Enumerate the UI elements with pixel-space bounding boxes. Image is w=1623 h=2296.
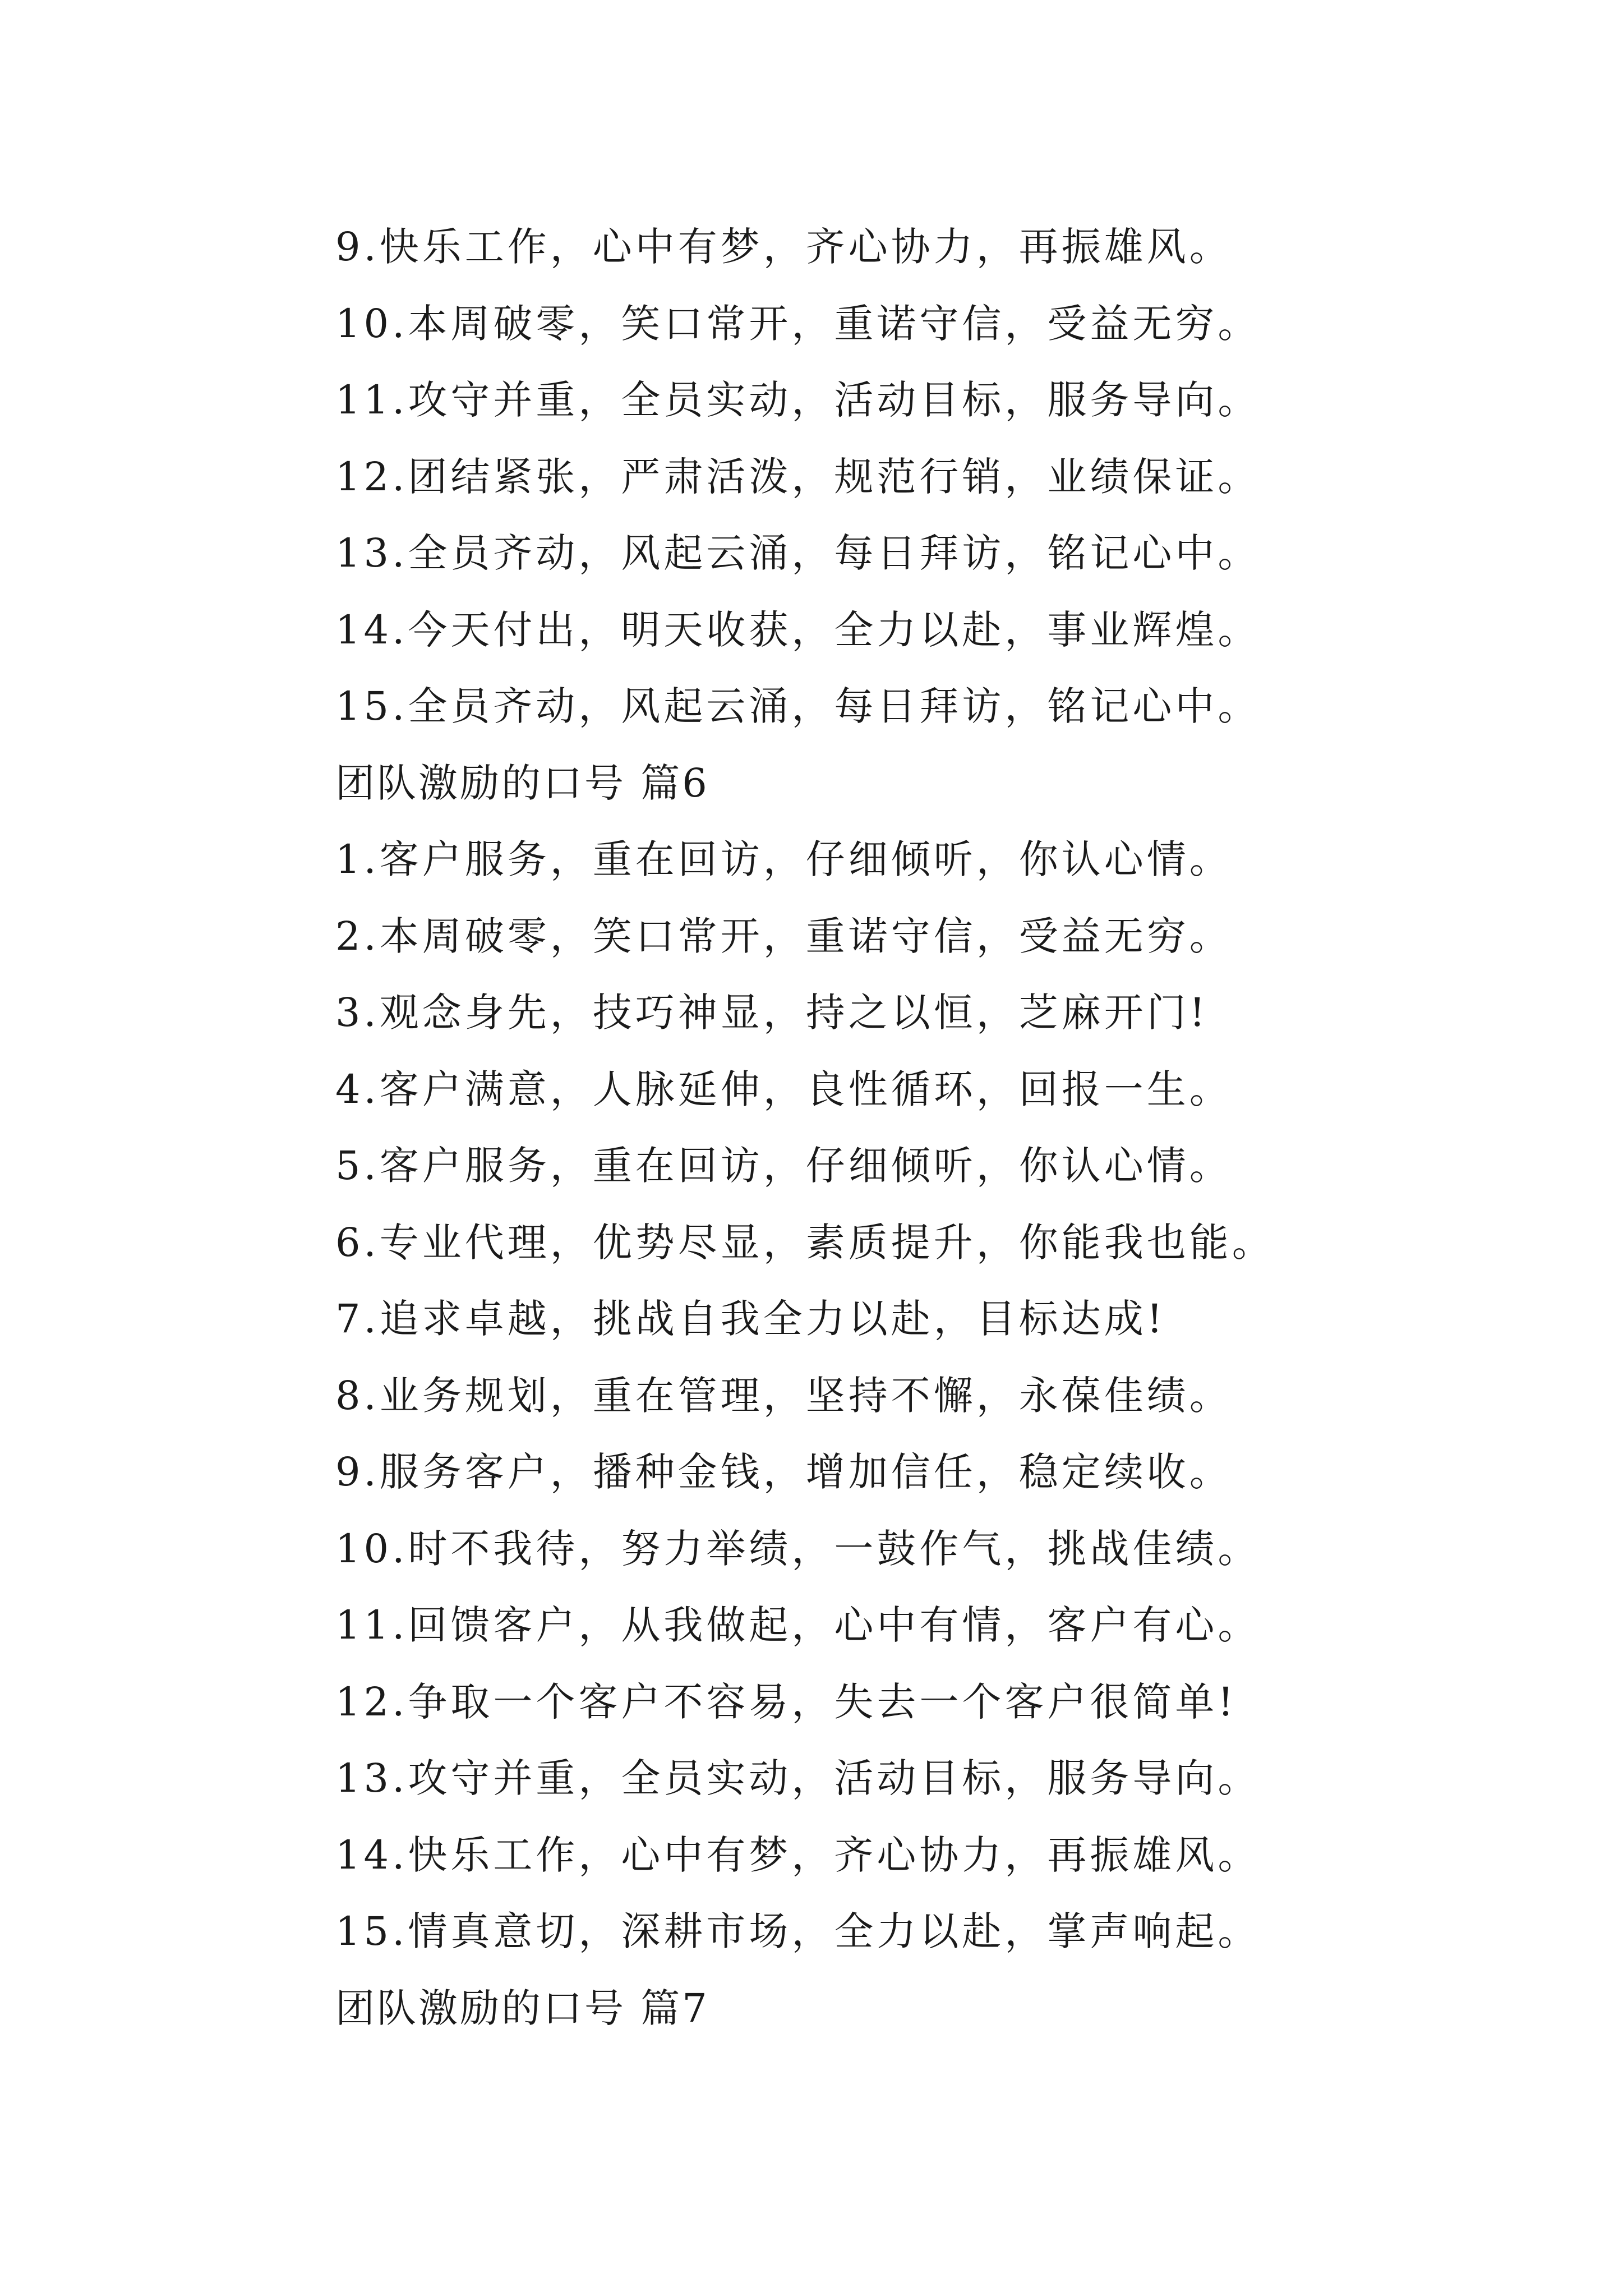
- list-item: 7.追求卓越，挑战自我全力以赴，目标达成!: [335, 1296, 1166, 1342]
- list-item: 8.业务规划，重在管理，坚持不懈，永葆佳绩。: [335, 1372, 1232, 1419]
- list-item: 2.本周破零，笑口常开，重诺守信，受益无穷。: [335, 913, 1232, 959]
- list-item: 1.客户服务，重在回访，仔细倾听，你认心情。: [335, 836, 1232, 882]
- list-item: 13.全员齐动，风起云涌，每日拜访，铭记心中。: [335, 530, 1261, 576]
- document-body: [335, 209, 1485, 2046]
- list-item: 14.快乐工作，心中有梦，齐心协力，再振雄风。: [335, 1832, 1261, 1878]
- list-item: 15.全员齐动，风起云涌，每日拜访，铭记心中。: [335, 683, 1261, 729]
- list-item: 12.团结紧张，严肃活泼，规范行销，业绩保证。: [335, 453, 1261, 500]
- list-item: 11.攻守并重，全员实动，活动目标，服务导向。: [335, 377, 1261, 423]
- list-item: 13.攻守并重，全员实动，活动目标，服务导向。: [335, 1755, 1261, 1801]
- list-item: 12.争取一个客户不容易，失去一个客户很简单!: [335, 1678, 1237, 1725]
- section-heading: 团队激励的口号 篇6: [335, 760, 709, 806]
- list-item: 9.服务客户，播种金钱，增加信任，稳定续收。: [335, 1449, 1232, 1495]
- section-heading: 团队激励的口号 篇7: [335, 1985, 709, 2031]
- list-item: 15.情真意切，深耕市场，全力以赴，掌声响起。: [335, 1908, 1261, 1954]
- list-item: 4.客户满意，人脉延伸，良性循环，回报一生。: [335, 1066, 1232, 1112]
- list-item: 14.今天付出，明天收获，全力以赴，事业辉煌。: [335, 606, 1261, 653]
- list-item: 10.本周破零，笑口常开，重诺守信，受益无穷。: [335, 300, 1261, 347]
- list-item: 10.时不我待，努力举绩，一鼓作气，挑战佳绩。: [335, 1525, 1261, 1572]
- list-item: 11.回馈客户，从我做起，心中有情，客户有心。: [335, 1602, 1261, 1648]
- list-item: 3.观念身先，技巧神显，持之以恒，芝麻开门!: [335, 990, 1209, 1036]
- list-item: 9.快乐工作，心中有梦，齐心协力，再振雄风。: [335, 224, 1232, 270]
- list-item: 6.专业代理，优势尽显，素质提升，你能我也能。: [335, 1219, 1275, 1266]
- list-item: 5.客户服务，重在回访，仔细倾听，你认心情。: [335, 1143, 1232, 1189]
